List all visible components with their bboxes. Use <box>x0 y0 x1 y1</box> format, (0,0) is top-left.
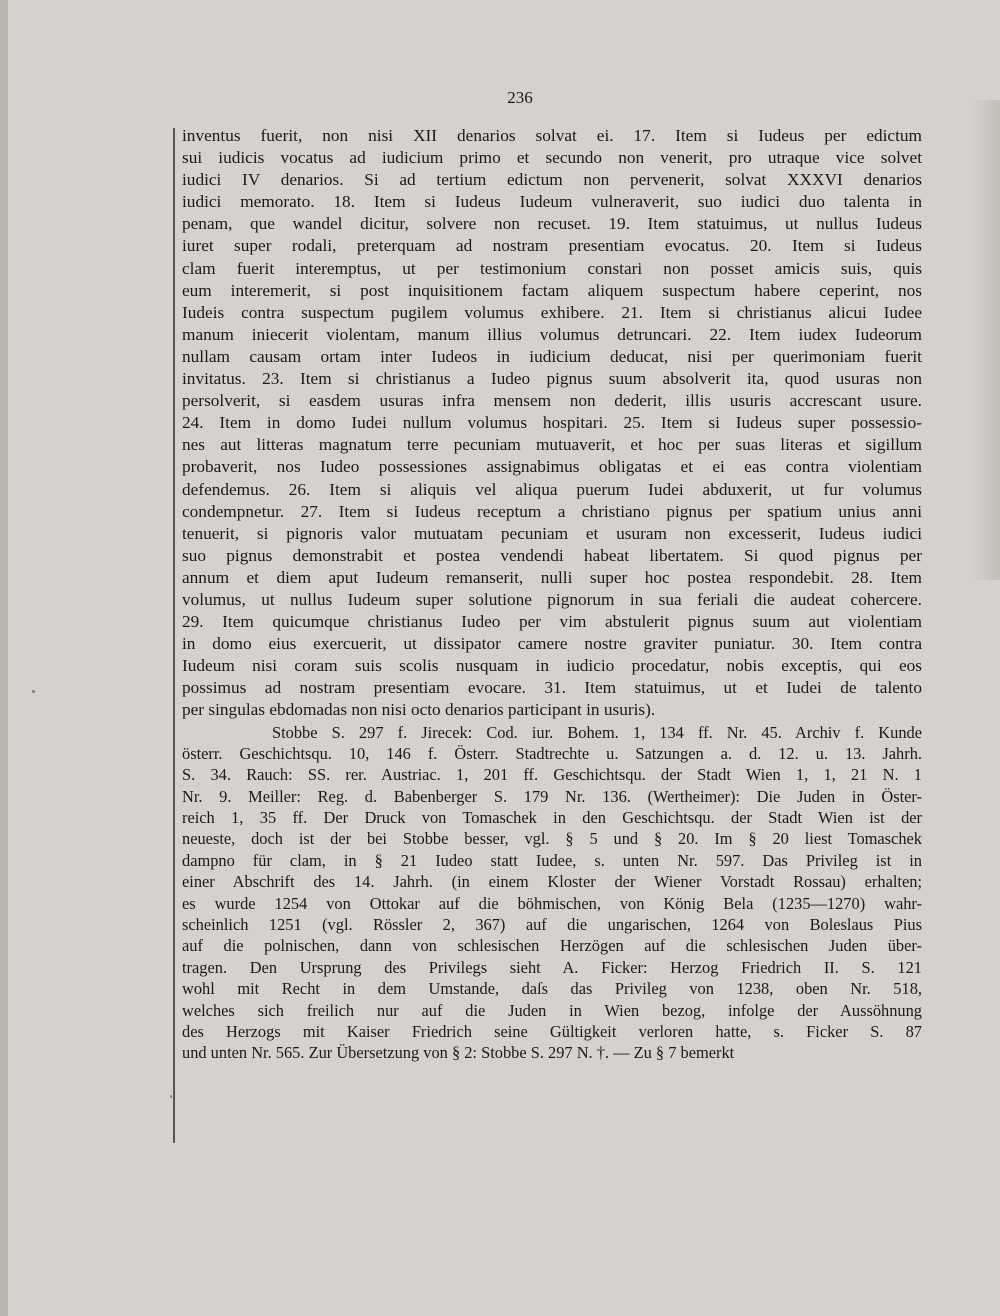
text-line: tenuerit, si pignoris valor mutuatam pecuniam et usuram non excesserit, Iudeus iudici <box>182 523 922 543</box>
text-line: suo pignus demonstrabit et postea vendendi habeat libertatem. Si quod pignus per <box>182 545 922 565</box>
page-number: 236 <box>507 88 533 107</box>
notes-text <box>182 722 922 1064</box>
text-line: Iudeis contra suspectum pugilem volumus exhibere. 21. Item si christianus alicui Iudee <box>182 302 922 322</box>
note-line: und unten Nr. 565. Zur Übersetzung von § 2: Stobbe S. 297 N. †. — Zu § 7 bemerkt <box>182 1043 735 1063</box>
note-line: wohl mit Recht in dem Umstande, daſs das Privileg von 1238, oben Nr. 518, <box>182 979 922 999</box>
text-line: 29. Item quicumque christianus Iudeo per vim abstulerit pignus suum aut violentiam <box>182 612 922 632</box>
margin-rule <box>173 128 175 1143</box>
bleed-through-shadow <box>970 100 1000 580</box>
text-line: iuret super rodali, preterquam ad nostram presentiam evocatus. 20. Item si Iudeus <box>182 236 922 256</box>
text-line: clam fuerit interemptus, ut per testimonium constari non posset amicis suis, quis <box>182 258 922 278</box>
note-line: neueste, doch ist der bei Stobbe besser, vgl. § 5 und § 20. Im § 20 liest Tomaschek <box>182 829 922 849</box>
text-line: sui iudicis vocatus ad iudicium primo et secundo non venerit, pro utraque vice solvet <box>182 148 922 168</box>
text-line: condempnetur. 27. Item si Iudeus receptum a christiano pignus per spatium unius anni <box>182 501 922 521</box>
note-line: reich 1, 35 ff. Der Druck von Tomaschek in den Geschichtsqu. der Stadt Wien ist der <box>182 808 922 828</box>
text-line: nes aut litteras magnatum terre pecuniam mutuaverit, et hoc per suas literas et sigillum <box>182 435 922 455</box>
text-line: probaverit, nos Iudeo possessiones assignabimus obligatas et ei eas contra violentiam <box>182 457 922 477</box>
text-line: Iudeum nisi coram suis scolis nusquam in iudicio procedatur, nobis exceptis, qui eos <box>182 656 922 676</box>
text-block <box>182 125 922 1064</box>
note-line: des Herzogs mit Kaiser Friedrich seine Gültigkeit verloren hatte, s. Ficker S. 87 <box>182 1022 922 1041</box>
scan-speck <box>32 690 35 693</box>
main-text <box>182 125 922 722</box>
text-line: volumus, ut nullus Iudeum super solutione pignorum in sua feriali die audeat cohercere. <box>182 589 922 609</box>
note-line: auf die polnischen, dann von schlesischen Herzögen auf die schlesischen Juden über- <box>182 936 922 956</box>
text-line: iudici IV denarios. Si ad tertium edictum non pervenerit, solvat XXXVI denarios <box>182 170 922 190</box>
note-line: es wurde 1254 von Ottokar auf die böhmischen, von König Bela (1235—1270) wahr- <box>182 893 922 913</box>
text-line: manum iniecerit violentam, manum illius volumus detruncari. 22. Item iudex Iudeorum <box>182 324 922 344</box>
text-line: in domo eius exercuerit, ut dissipator camere nostre graviter puniatur. 30. Item contra <box>182 634 922 654</box>
note-line: Stobbe S. 297 f. Jirecek: Cod. iur. Bohem. 1, 134 ff. Nr. 45. Archiv f. Kunde <box>272 722 922 742</box>
text-line: defendemus. 26. Item si aliquis vel aliqua puerum Iudei abduxerit, ut fur volumus <box>182 479 922 499</box>
text-line: invitatus. 23. Item si christianus a Iudeo pignus suum absolverit ita, quod usuras non <box>182 369 922 389</box>
text-line: annum et diem aput Iudeum remanserit, nulli super hoc postea respondebit. 28. Item <box>182 567 922 587</box>
note-line: dampno für clam, in § 21 Iudeo statt Iudee, s. unten Nr. 597. Das Privileg ist in <box>182 850 922 870</box>
page-edge-shadow <box>0 0 8 1316</box>
note-line: S. 34. Rauch: SS. rer. Austriac. 1, 201 ff. Geschichtsqu. der Stadt Wien 1, 1, 21 N. 1 <box>182 765 922 785</box>
text-line: eum interemerit, si post inquisitionem factam aliquem suspectum habere ceperint, nos <box>182 280 922 300</box>
text-line: nullam causam ortam inter Iudeos in iudicium deducat, nisi per querimoniam fuerit <box>182 346 922 366</box>
text-line: per singulas ebdomadas non nisi octo denarios participant in usuris). <box>182 700 656 720</box>
note-line: Nr. 9. Meiller: Reg. d. Babenberger S. 179 Nr. 136. (Wertheimer): Die Juden in Öster- <box>182 786 922 806</box>
note-line: österr. Geschichtsqu. 10, 146 f. Österr. Stadtrechte u. Satzungen a. d. 12. u. 13. Jahrh. <box>182 743 922 763</box>
text-line: iudici memorato. 18. Item si Iudeus Iudeum vulneraverit, suo iudici duo talenta in <box>182 192 922 212</box>
scan-speck <box>170 1095 172 1098</box>
text-line: possimus ad nostram presentiam evocare. 31. Item statuimus, ut et Iudei de talento <box>182 678 922 698</box>
text-line: 24. Item in domo Iudei nullum volumus hospitari. 25. Item si Iudeus super possessio- <box>182 413 922 433</box>
note-line: einer Abschrift des 14. Jahrh. (in einem Kloster der Wiener Vorstadt Rossau) erhalten; <box>182 872 922 892</box>
note-line: tragen. Den Ursprung des Privilegs sieht A. Ficker: Herzog Friedrich II. S. 121 <box>182 957 922 977</box>
text-line: inventus fuerit, non nisi XII denarios solvat ei. 17. Item si Iudeus per edictum <box>182 126 922 145</box>
text-line: persolverit, si easdem usuras infra mensem non dederit, illis usuris accrescant usure. <box>182 391 922 411</box>
note-line: welches sich freilich nur auf die Juden in Wien bezog, infolge der Aussöhnung <box>182 1000 922 1020</box>
note-line: scheinlich 1251 (vgl. Rössler 2, 367) auf die ungarischen, 1264 von Boleslaus Pius <box>182 915 922 935</box>
text-line: penam, que wandel dicitur, solvere non recuset. 19. Item statuimus, ut nullus Iudeus <box>182 214 922 234</box>
